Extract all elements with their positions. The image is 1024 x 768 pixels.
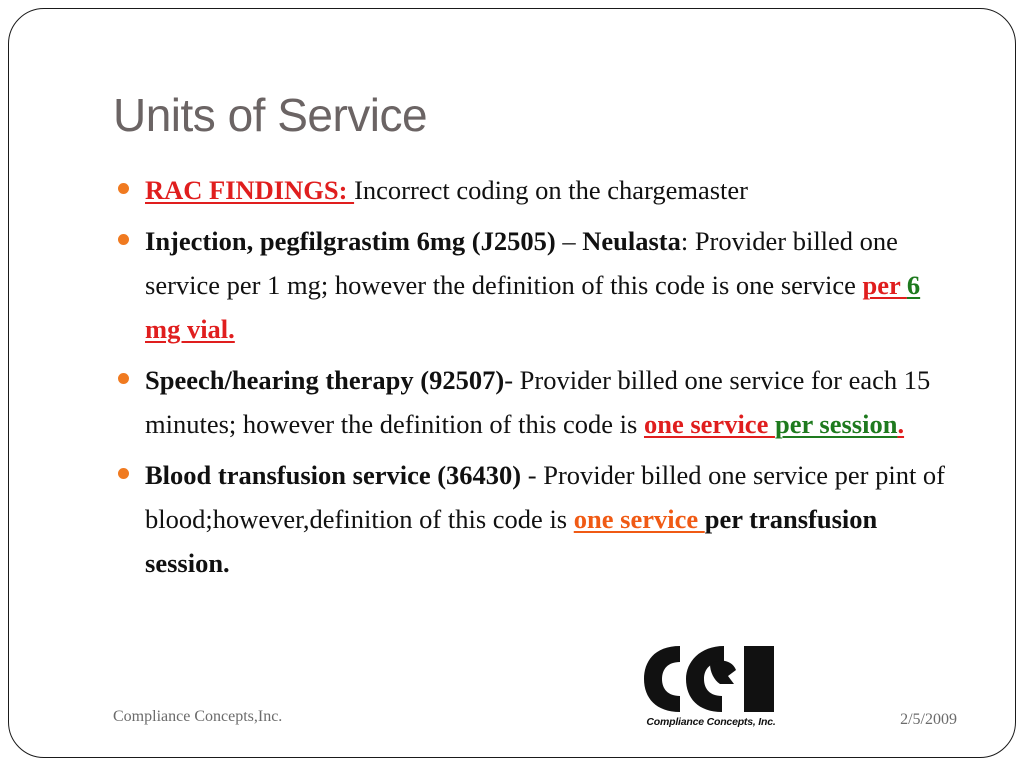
footer-date: 2/5/2009 xyxy=(900,711,957,728)
bullet-text-segment: one service xyxy=(643,409,775,439)
slide-title: Units of Service xyxy=(113,89,428,141)
bullet-item xyxy=(118,453,948,585)
bullet-text-segment: Incorrect coding on the chargemaster xyxy=(354,175,748,205)
bullet-text-segment: - Provider billed one service for each 15 minutes; however the definition of this code is xyxy=(145,365,931,439)
bullet-text-segment: - Provider billed one service per pint of blood;however,definition of this code is xyxy=(145,460,946,534)
bullet-text-segment: per session xyxy=(774,409,898,439)
cci-logo-mark-icon xyxy=(640,640,782,718)
bullet-text-segment: Speech/hearing therapy (92507) xyxy=(145,365,505,395)
bullet-text-segment: RAC FINDINGS: xyxy=(145,175,355,205)
bullet-item xyxy=(118,168,948,212)
bullet-text-segment: – xyxy=(555,226,583,256)
footer-company: Compliance Concepts,Inc. xyxy=(113,708,283,725)
bullet-list xyxy=(118,168,948,592)
logo-caption: Compliance Concepts, Inc. xyxy=(646,716,776,728)
bullet-item xyxy=(118,219,948,351)
bullet-text-segment: mg vial. xyxy=(145,314,235,344)
bullet-text-segment: . xyxy=(897,409,905,439)
bullet-text-segment: one service xyxy=(573,504,705,534)
bullet-dot-icon xyxy=(118,373,129,384)
company-logo xyxy=(640,640,782,730)
bullet-text-segment: 6 xyxy=(906,270,921,300)
bullet-text-segment: : Provider billed one service per 1 mg; however the definition of this code is one service xyxy=(145,226,898,300)
bullet-dot-icon xyxy=(118,234,129,245)
bullet-text-segment: per xyxy=(862,270,907,300)
bullet-text-segment: Injection, pegfilgrastim 6mg (J2505) xyxy=(145,226,556,256)
bullet-text-segment: Blood transfusion service (36430) xyxy=(145,460,522,490)
bullet-dot-icon xyxy=(118,468,129,479)
bullet-dot-icon xyxy=(118,183,129,194)
bullet-text-segment: per transfusion session. xyxy=(145,504,878,578)
bullet-item xyxy=(118,358,948,446)
bullet-text-segment: Neulasta xyxy=(582,226,681,256)
